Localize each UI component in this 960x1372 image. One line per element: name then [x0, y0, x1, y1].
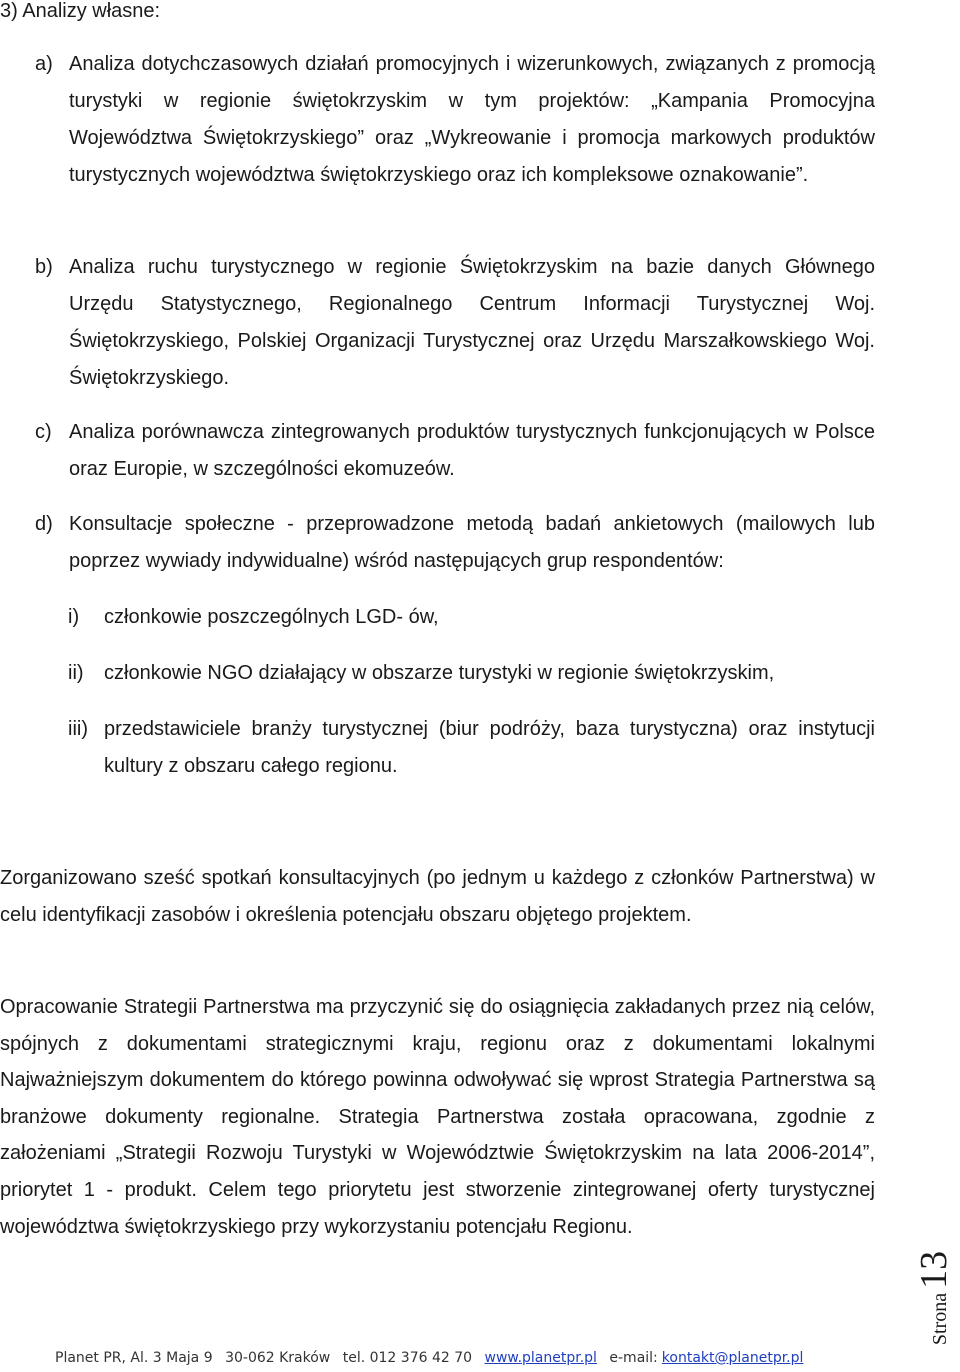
page-number-value: 13	[913, 1250, 955, 1289]
section-heading: 3) Analizy własne:	[0, 0, 161, 22]
footer-email-label: e-mail:	[609, 1350, 658, 1366]
sublist-item-i	[68, 599, 875, 636]
list-item-text: Analiza porównawcza zintegrowanych produktów turystycznych funkcjonujących w Polsce oraz Europie, w szczególności ekomuzeów.	[69, 421, 875, 480]
list-item-a	[35, 46, 875, 194]
page-number-label: Strona	[929, 1292, 951, 1346]
footer-postal: 30-062 Kraków	[225, 1350, 331, 1366]
sublist-item-ii	[68, 655, 875, 692]
paragraph-strategy: Opracowanie Strategii Partnerstwa ma przyczynić się do osiągnięcia zakładanych przez nią celów, spójnych z dokumentami strategicznymi kraju, regionu oraz z dokumentami lokalnymi Najważniejszym dokumentem do którego powinna odwoływać się wprost Strategia Partnerstwa są branżowe dokumenty regionalne. Strategia Partnerstwa została opracowana, zgodnie z założeniami „Strategii Rozwoju Turystyki w Województwie Świętokrzyskim na lata 2006-2014”, priorytet 1 - produkt. Celem tego priorytetu jest stworzenie zintegrowanej oferty turystycznej województwa świętokrzyskiego przy wykorzystaniu potencjału Regionu.	[0, 996, 875, 1238]
list-item-c	[35, 414, 875, 488]
sublist-item-text: członkowie NGO działający w obszarze turystyki w regionie świętokrzyskim,	[104, 662, 775, 684]
list-item-text: Analiza dotychczasowych działań promocyjnych i wizerunkowych, związanych z promocją turystyki w regionie świętokrzyskim w tym projektów: „Kampania Promocyjna Województwa Świętokrzyskiego” oraz „Wykreowanie i promocja markowych produktów turystycznych województwa świętokrzyskiego oraz ich kompleksowe oznakowanie”.	[69, 53, 875, 186]
sublist-marker: iii)	[68, 718, 88, 740]
page-number	[908, 1238, 960, 1358]
footer-company: Planet PR, Al. 3 Maja 9	[55, 1350, 213, 1366]
sublist-marker: i)	[68, 606, 80, 628]
sublist-item-text: przedstawiciele branży turystycznej (biur podróży, baza turystyczna) oraz instytucji kultury z obszaru całego regionu.	[104, 718, 875, 777]
paragraph-consultations: Zorganizowano sześć spotkań konsultacyjnych (po jednym u każdego z członków Partnerstwa) w celu identyfikacji zasobów i określenia potencjału obszaru objętego projektem.	[0, 867, 875, 926]
list-item-b	[35, 249, 875, 397]
footer-phone: tel. 012 376 42 70	[342, 1350, 473, 1366]
list-marker: a)	[35, 53, 53, 75]
sublist-item-text: członkowie poszczególnych LGD- ów,	[104, 606, 439, 628]
footer-email-link[interactable]: kontakt@planetpr.pl	[661, 1350, 804, 1366]
list-marker: c)	[35, 421, 52, 443]
page-footer	[55, 1350, 811, 1366]
list-marker: b)	[35, 256, 53, 278]
sublist-marker: ii)	[68, 662, 84, 684]
footer-website-link[interactable]: www.planetpr.pl	[484, 1350, 597, 1366]
list-item-d	[35, 506, 875, 580]
list-marker: d)	[35, 513, 53, 535]
list-item-text: Konsultacje społeczne - przeprowadzone metodą badań ankietowych (mailowych lub poprzez wywiady indywidualne) wśród następujących grup respondentów:	[69, 513, 875, 572]
list-item-text: Analiza ruchu turystycznego w regionie Świętokrzyskim na bazie danych Głównego Urzędu Statystycznego, Regionalnego Centrum Informacji Turystycznej Woj. Świętokrzyskiego, Polskiej Organizacji Turystycznej oraz Urzędu Marszałkowskiego Woj. Świętokrzyskiego.	[69, 256, 875, 389]
sublist-item-iii	[68, 711, 875, 785]
